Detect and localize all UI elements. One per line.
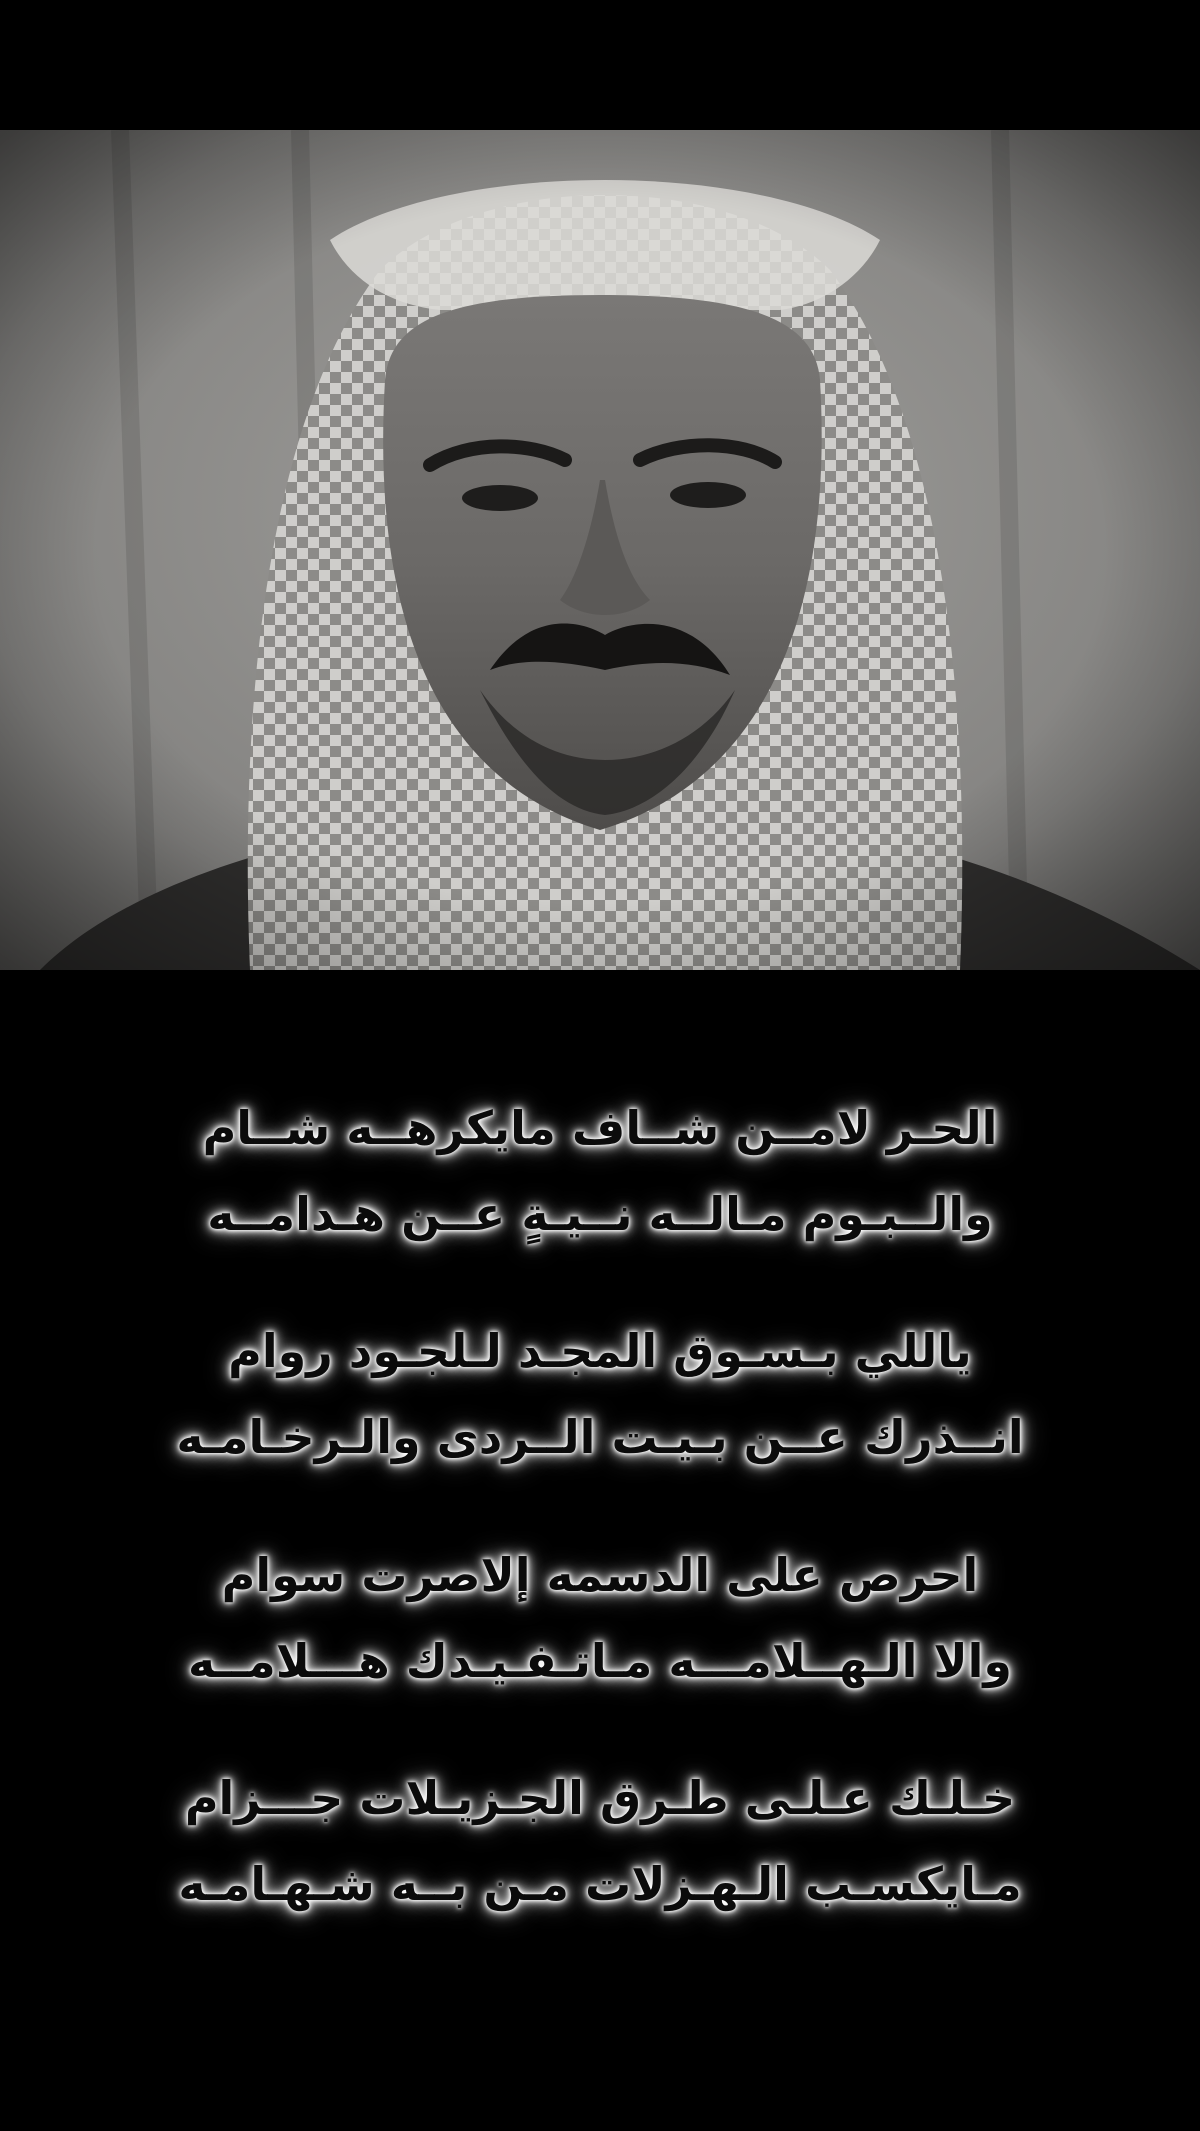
poem-verse: مـايكسـب الـهـزلات مـن بــه شـهـامـه (178, 1857, 1022, 1911)
poem-stanza (0, 1755, 1200, 1927)
poem-verse: الحـر لامــن شــاف مايكرهــه شــام (202, 1101, 998, 1155)
poem-stanza (0, 1308, 1200, 1480)
poem-verse: والــبـوم مـالــه نــيـةٍ عــن هـدامــه (207, 1187, 993, 1241)
portrait-photo (0, 130, 1200, 970)
poem-verse: انــذرك عــن بـيـت الــردى والـرخـامـه (176, 1410, 1024, 1464)
poem-verse: والا الـهــلامـــه مـاتـفـيـدك هـــلامــه (187, 1634, 1013, 1688)
poem-verse: خـلـك عـلـى طـرق الجـزيـلات جـــزام (184, 1771, 1016, 1825)
poem-verse: احرص على الدسمه إلاصرت سوام (221, 1548, 979, 1602)
top-black-bar (0, 0, 1200, 130)
poem-verse: ياللي بـسـوق المجـد لـلجـود روام (228, 1324, 972, 1378)
portrait-illustration (0, 130, 1200, 970)
poem-stanza (0, 1085, 1200, 1257)
poem-stanza (0, 1532, 1200, 1704)
poem-section (0, 970, 1200, 2131)
